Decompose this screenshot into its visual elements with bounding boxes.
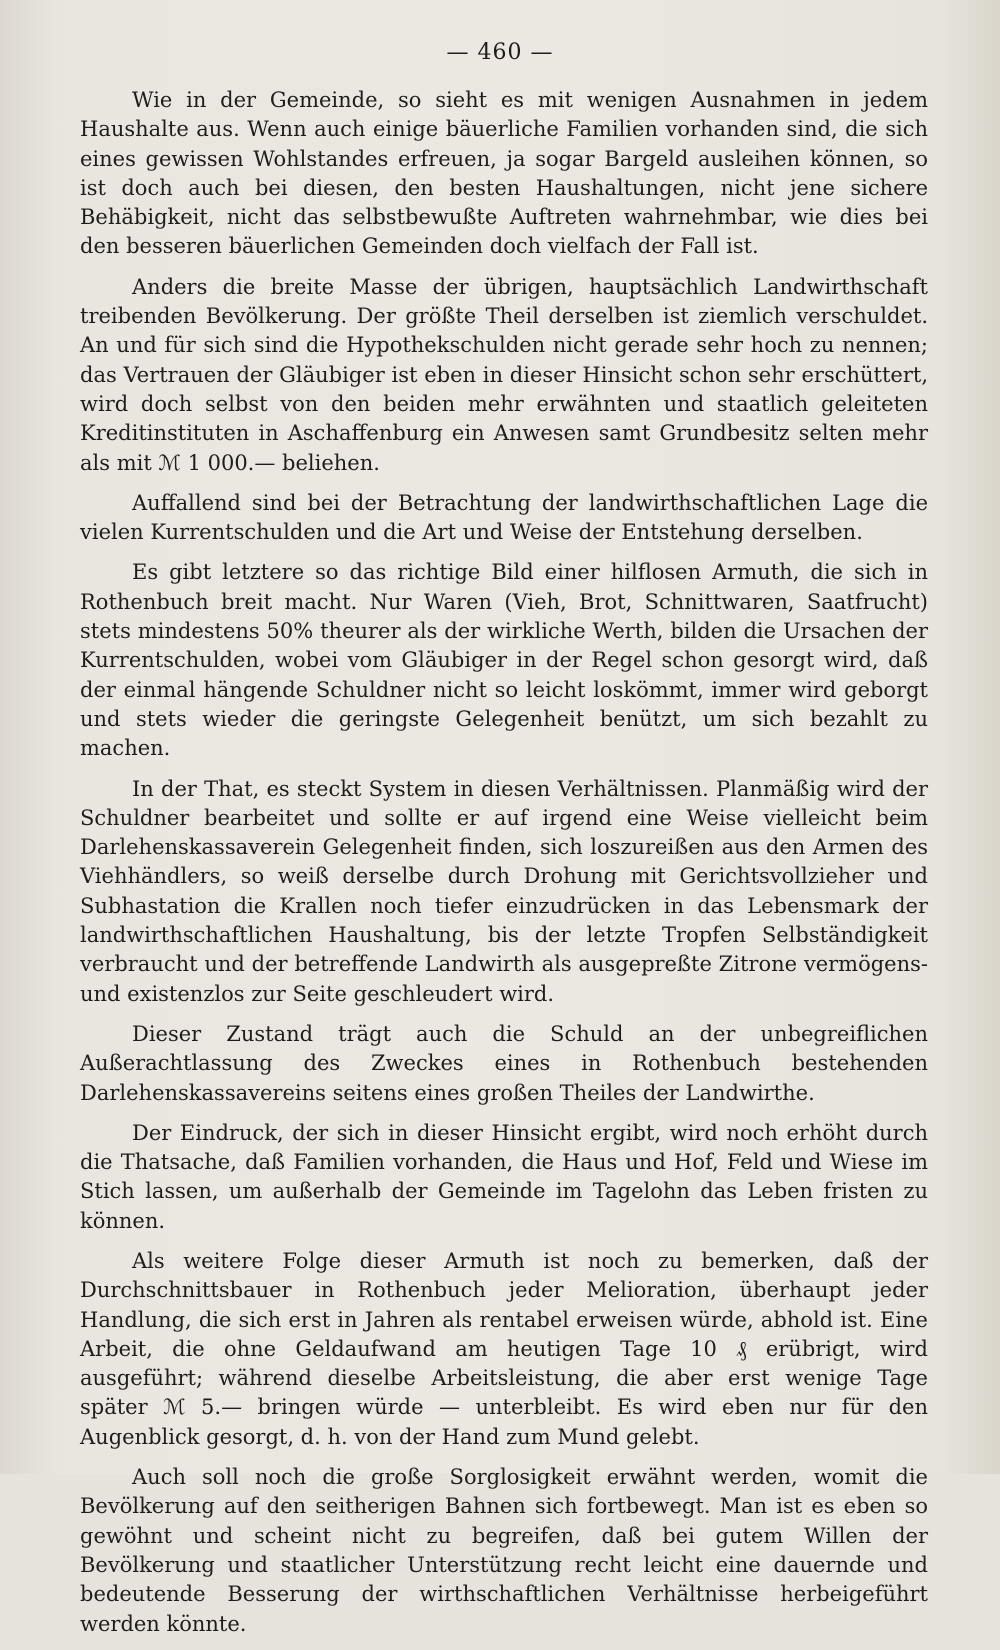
paragraph: Als weitere Folge dieser Armuth ist noch zu bemerken, daß der Durchschnittsbauer in Rothenbuch jeder Melioration, überhaupt jeder Handlung, die sich erst in Jahren als rentabel erweisen würde, abhold ist. Eine Arbeit, die ohne Geldaufwand am heutigen Tage 10 ₰ erübrigt, wird ausgeführt; während dieselbe Arbeitsleistung, die aber erst wenige Tage später ℳ 5.— bringen würde — unterbleibt. Es wird eben nur für den Augenblick gesorgt, d. h. von der Hand zum Mund gelebt. [80, 1248, 928, 1449]
paragraph: In der That, es steckt System in diesen Verhältnissen. Planmäßig wird der Schuldner bearbeitet und sollte er auf irgend eine Weise vielleicht beim Darlehenskassaverein Gelegenheit finden, sich loszureißen aus den Armen des Viehhändlers, so weiß derselbe durch Drohung mit Gerichtsvollzieher und Subhastation die Krallen noch tiefer einzudrücken in das Lebensmark der landwirthschaftlichen Haushaltung, bis der letzte Tropfen Selbständigkeit verbraucht und der betreffende Landwirth als ausgepreßte Zitrone vermögens- und existenzlos zur Seite geschleudert wird. [80, 776, 928, 1006]
paragraph: Wie in der Gemeinde, so sieht es mit wenigen Ausnahmen in jedem Haushalte aus. Wenn auch einige bäuerliche Familien vorhanden sind, die sich eines gewissen Wohlstandes erfreuen, ja sogar Bargeld ausleihen können, so ist doch auch bei diesen, den besten Haushaltungen, nicht jene sichere Behäbigkeit, nicht das selbstbewußte Auftreten wahrnehmbar, wie dies bei den besseren bäuerlichen Gemeinden doch vielfach der Fall ist. [80, 88, 928, 259]
paragraph: Anders die breite Masse der übrigen, hauptsächlich Landwirthschaft treibenden Bevölkerung. Der größte Theil derselben ist ziemlich verschuldet. An und für sich sind die Hypothekschulden nicht gerade sehr hoch zu nennen; das Vertrauen der Gläubiger ist eben in dieser Hinsicht schon sehr erschüttert, wird doch selbst von den beiden mehr erwähnten und staatlich geleiteten Kreditinstituten in Aschaffenburg ein Anwesen samt Grundbesitz selten mehr als mit ℳ 1 000.— beliehen. [80, 274, 928, 475]
paragraph: Dieser Zustand trägt auch die Schuld an der unbegreiflichen Außerachtlassung des Zweckes eines in Rothenbuch bestehenden Darlehenskassavereins seitens eines großen Theiles der Landwirthe. [80, 1021, 928, 1105]
paragraph: Der Eindruck, der sich in dieser Hinsicht ergibt, wird noch erhöht durch die Thatsache, daß Familien vorhanden, die Haus und Hof, Feld und Wiese im Stich lassen, um außerhalb der Gemeinde im Tagelohn das Leben fristen zu können. [80, 1120, 928, 1233]
paragraph: Auffallend sind bei der Betrachtung der landwirthschaftlichen Lage die vielen Kurrentschulden und die Art und Weise der Entstehung derselben. [80, 490, 928, 545]
paragraph: Es gibt letztere so das richtige Bild einer hilflosen Armuth, die sich in Rothenbuch breit macht. Nur Waren (Vieh, Brot, Schnittwaren, Saatfrucht) stets mindestens 50% theurer als der wirkliche Werth, bilden die Ursachen der Kurrentschulden, wobei vom Gläubiger in der Regel schon gesorgt wird, daß der einmal hängende Schuldner nicht so leicht loskömmt, immer wird geborgt und stets wieder die geringste Gelegenheit benützt, um sich bezahlt zu machen. [80, 560, 928, 761]
paragraph: Auch soll noch die große Sorglosigkeit erwähnt werden, womit die Bevölkerung auf den seitherigen Bahnen sich fortbewegt. Man ist es eben so gewöhnt und scheint nicht zu begreifen, daß bei gutem Willen der Bevölkerung und staatlicher Unterstützung recht leicht eine dauernde und bedeutende Besserung der wirthschaftlichen Verhältnisse herbeigeführt werden könnte. [80, 1465, 928, 1636]
page-body [80, 86, 928, 1650]
page-number: — 460 — [446, 40, 554, 65]
